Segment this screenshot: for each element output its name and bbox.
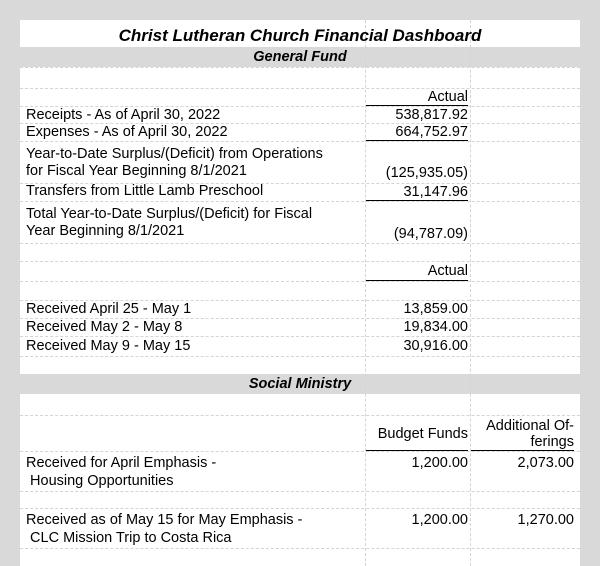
weekly-row-value: 30,916.00 [403, 338, 468, 354]
transfers-label: Transfers from Little Lamb Preschool [26, 183, 264, 199]
transfers-value: 31,147.96 [403, 184, 468, 200]
dashboard-title: Christ Lutheran Church Financial Dashboard [118, 26, 482, 45]
weekly-row-value: 13,859.00 [403, 301, 468, 317]
expenses-label: Expenses - As of April 30, 2022 [26, 124, 228, 140]
weekly-row-value: 19,834.00 [403, 319, 468, 335]
actual-header-underline [366, 105, 468, 106]
ytd-surplus-value: (125,935.05) [385, 165, 468, 181]
april-emphasis-label-line1: Received for April Emphasis - [26, 455, 217, 471]
left-gray-band [0, 0, 20, 566]
april-emphasis-budget: 1,200.00 [411, 455, 468, 471]
top-gray-band [0, 0, 600, 20]
expenses-value: 664,752.97 [395, 124, 468, 140]
may-emphasis-additional: 1,270.00 [517, 512, 574, 528]
expenses-underline [366, 140, 468, 141]
transfers-underline [366, 200, 468, 201]
weekly-actual-header: Actual [427, 263, 468, 279]
ytd-surplus-label-line2: for Fiscal Year Beginning 8/1/2021 [26, 163, 247, 179]
receipts-value: 538,817.92 [395, 107, 468, 123]
may-emphasis-budget: 1,200.00 [411, 512, 468, 528]
actual-column-header: Actual [427, 89, 468, 105]
receipts-label: Receipts - As of April 30, 2022 [26, 107, 221, 123]
weekly-actual-underline [366, 280, 468, 281]
weekly-row-label: Received May 2 - May 8 [26, 319, 183, 335]
total-ytd-label-line1: Total Year-to-Date Surplus/(Deficit) for Fiscal [26, 206, 313, 222]
april-emphasis-additional: 2,073.00 [517, 455, 574, 471]
total-ytd-value: (94,787.09) [393, 226, 468, 242]
weekly-row-label: Received April 25 - May 1 [26, 301, 192, 317]
may-emphasis-label-line2: CLC Mission Trip to Costa Rica [26, 530, 232, 546]
ytd-surplus-label-line1: Year-to-Date Surplus/(Deficit) from Operations [26, 146, 323, 162]
additional-offerings-header-line1: Additional Of- [486, 418, 574, 434]
right-gray-band [580, 0, 600, 566]
social-ministry-heading: Social Ministry [248, 376, 352, 392]
budget-header-underline [366, 450, 468, 451]
total-ytd-label-line2: Year Beginning 8/1/2021 [26, 223, 185, 239]
may-emphasis-label-line1: Received as of May 15 for May Emphasis - [26, 512, 303, 528]
additional-header-underline [471, 450, 574, 451]
april-emphasis-label-line2: Housing Opportunities [26, 473, 174, 489]
additional-offerings-header-line2: ferings [530, 434, 574, 450]
general-fund-heading: General Fund [253, 49, 347, 65]
budget-funds-header: Budget Funds [377, 426, 468, 442]
weekly-row-label: Received May 9 - May 15 [26, 338, 191, 354]
